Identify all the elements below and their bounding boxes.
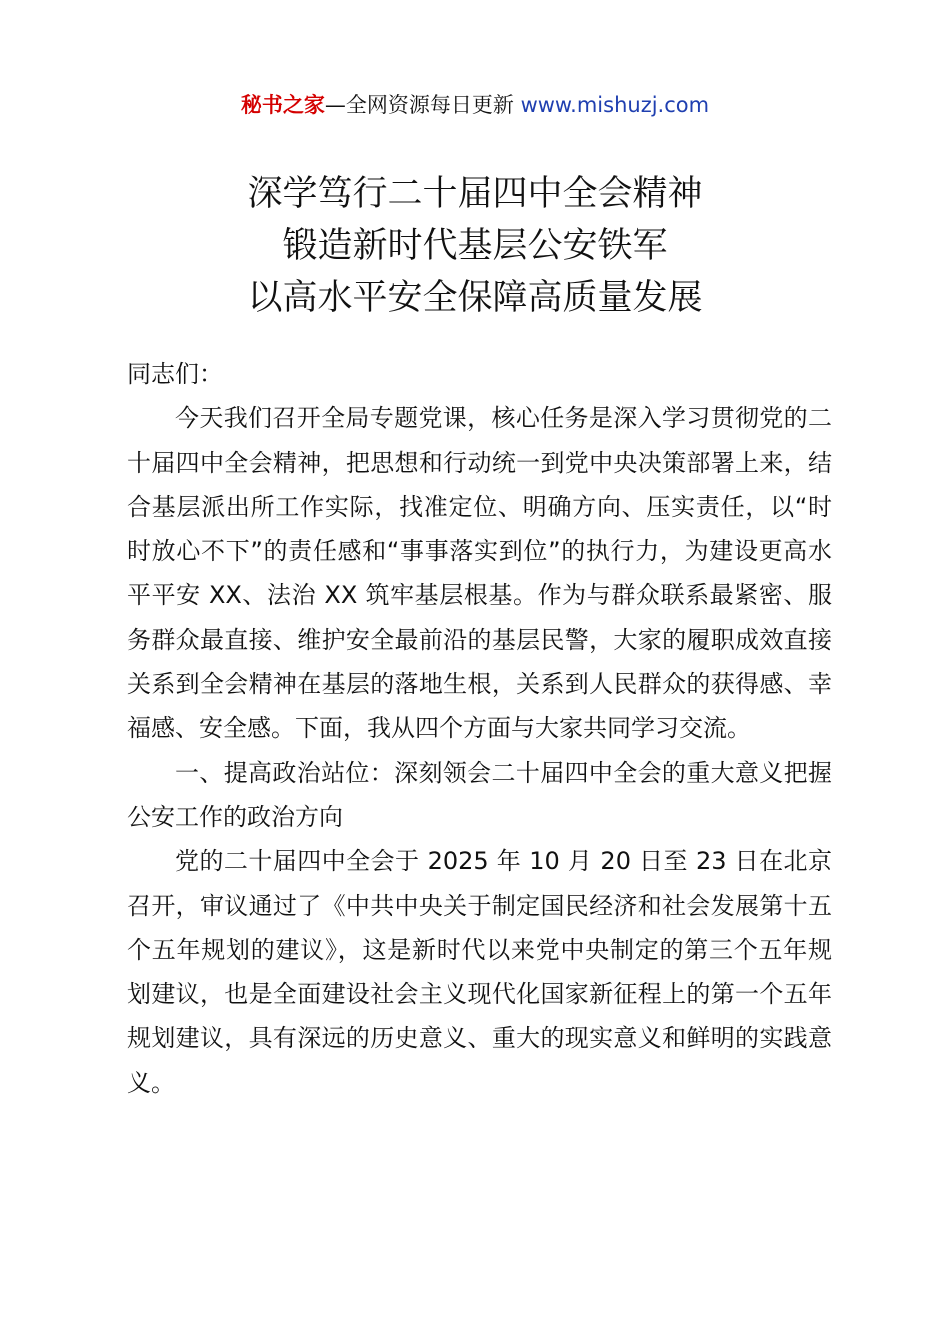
document-title — [0, 168, 950, 324]
site-url-link[interactable]: www.mishuzj.com — [520, 93, 710, 117]
salutation: 同志们： — [127, 360, 223, 388]
title-line-2: 锻造新时代基层公安铁军 — [282, 226, 668, 266]
section-heading-1: 一、提高政治站位：深刻领会二十届四中全会的重大意义把握公安工作的政治方向 — [127, 758, 832, 831]
paragraph-section-1: 党的二十届四中全会于 2025 年 10 月 20 日至 23 日在北京召开，审议通过了《中共中央关于制定国民经济和社会发展第十五个五年规划的建议》，这是新时代以来党中央制定的第三个五年规划建议，也是全面建设社会主义现代化国家新征程上的第一个五年规划建议，具有深远的历史意义、重大的现实意义和鲜明的实践意义。 — [127, 847, 832, 1097]
site-brand: 秘书之家 — [240, 93, 325, 117]
site-tagline: —全网资源每日更新 — [324, 93, 514, 117]
paragraph-intro: 今天我们召开全局专题党课，核心任务是深入学习贯彻党的二十届四中全会精神，把思想和行动统一到党中央决策部署上来，结合基层派出所工作实际，找准定位、明确方向、压实责任，以“时时放心不下”的责任感和“事事落实到位”的执行力，为建设更高水平平安 XX、法治 XX 筑牢基层根基。作为与群众联系最紧密、服务群众最直接、维护安全最前沿的基层民警，大家的履职成效直接关系到全会精神在基层的落地生根，关系到人民群众的获得感、幸福感、安全感。下面，我从四个方面与大家共同学习交流。 — [127, 404, 832, 743]
title-line-3: 以高水平安全保障高质量发展 — [247, 278, 703, 318]
site-header — [0, 88, 950, 122]
document-body — [127, 352, 832, 1105]
title-line-1: 深学笃行二十届四中全会精神 — [247, 174, 703, 214]
